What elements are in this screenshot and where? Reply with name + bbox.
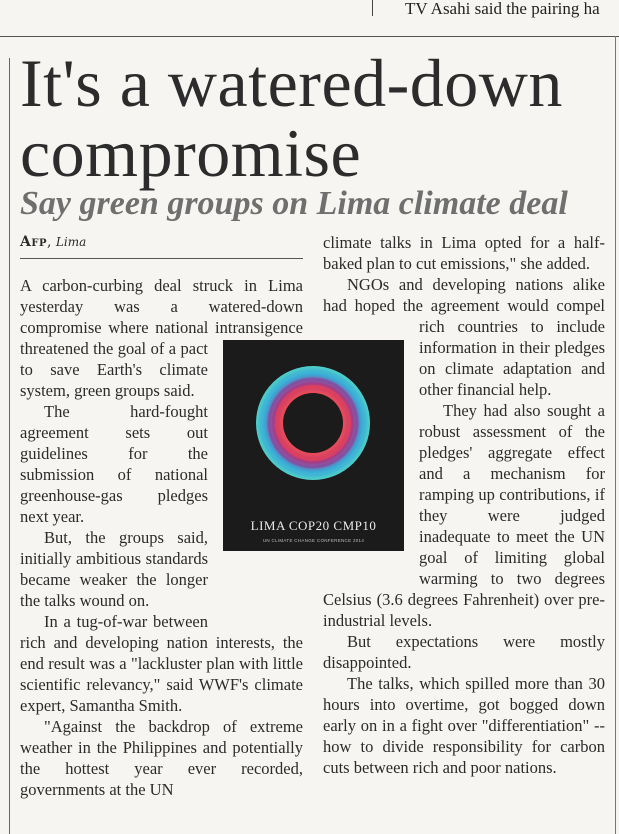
column-divider	[372, 0, 373, 16]
headline: It's a watered-down compromise	[20, 45, 563, 191]
paragraph: But, the groups said, initially ambitious standards became weaker the longer the talks wound on.	[20, 528, 208, 610]
previous-article-teaser: TV Asahi said the pairing ha	[405, 0, 600, 18]
ring-center	[283, 393, 343, 453]
byline-city: Lima	[55, 235, 87, 249]
paragraph: "Against the backdrop of extreme weather in the Philippines and potentially the hottest year ever recorded, governments at the UN	[20, 717, 303, 799]
paragraph: climate talks in Lima opted for a half-baked plan to cut emissions," she added.	[323, 233, 605, 273]
paragraph: A carbon-curbing deal struck in Lima yesterday was a watered-down compromise where national intransigence threatened the goal of a pact to save Earth's climate system, green groups said.	[20, 276, 303, 400]
cop20-logo-image	[223, 340, 404, 551]
paragraph: The hard-fought agreement sets out guidelines for the submission of national greenhouse-gas pledges next year.	[20, 402, 208, 526]
left-column-rule	[9, 58, 10, 834]
paragraph: The talks, which spilled more than 30 hours into overtime, got bogged down early on in a fight over "differentiation" -- how to divide responsibility for carbon cuts between rich and poor nations.	[323, 674, 605, 777]
byline: Afp, Lima	[20, 234, 303, 259]
paragraph: NGOs and developing nations alike had hoped the agreement would compel rich countries to include information in their pledges on climate adaptation and other financial help.	[323, 275, 605, 399]
figure-caption-main: LIMA COP20 CMP10	[250, 518, 377, 533]
previous-article-strip	[0, 0, 619, 37]
byline-agency: Afp	[20, 234, 47, 250]
right-page-edge	[615, 36, 616, 834]
paragraph: They had also sought a robust assessment of the pledges' aggregate effect and a mechanism for ramping up contributions, if they were judged inadequate to meet the UN goal of limiting global warming to two degrees Celsius (3.6 degrees Fahrenheit) over pre-industrial levels.	[323, 401, 605, 630]
paragraph: But expectations were mostly disappointed.	[323, 632, 605, 672]
climate-ring-icon	[223, 340, 404, 510]
subheadline: Say green groups on Lima climate deal	[20, 185, 568, 222]
figure-caption-sub: UN CLIMATE CHANGE CONFERENCE 2014	[262, 538, 365, 543]
paragraph: In a tug-of-war between rich and developing nation interests, the end result was a "lackluster plan with little scientific relevancy," said WWF's climate expert, Samantha Smith.	[20, 612, 303, 715]
